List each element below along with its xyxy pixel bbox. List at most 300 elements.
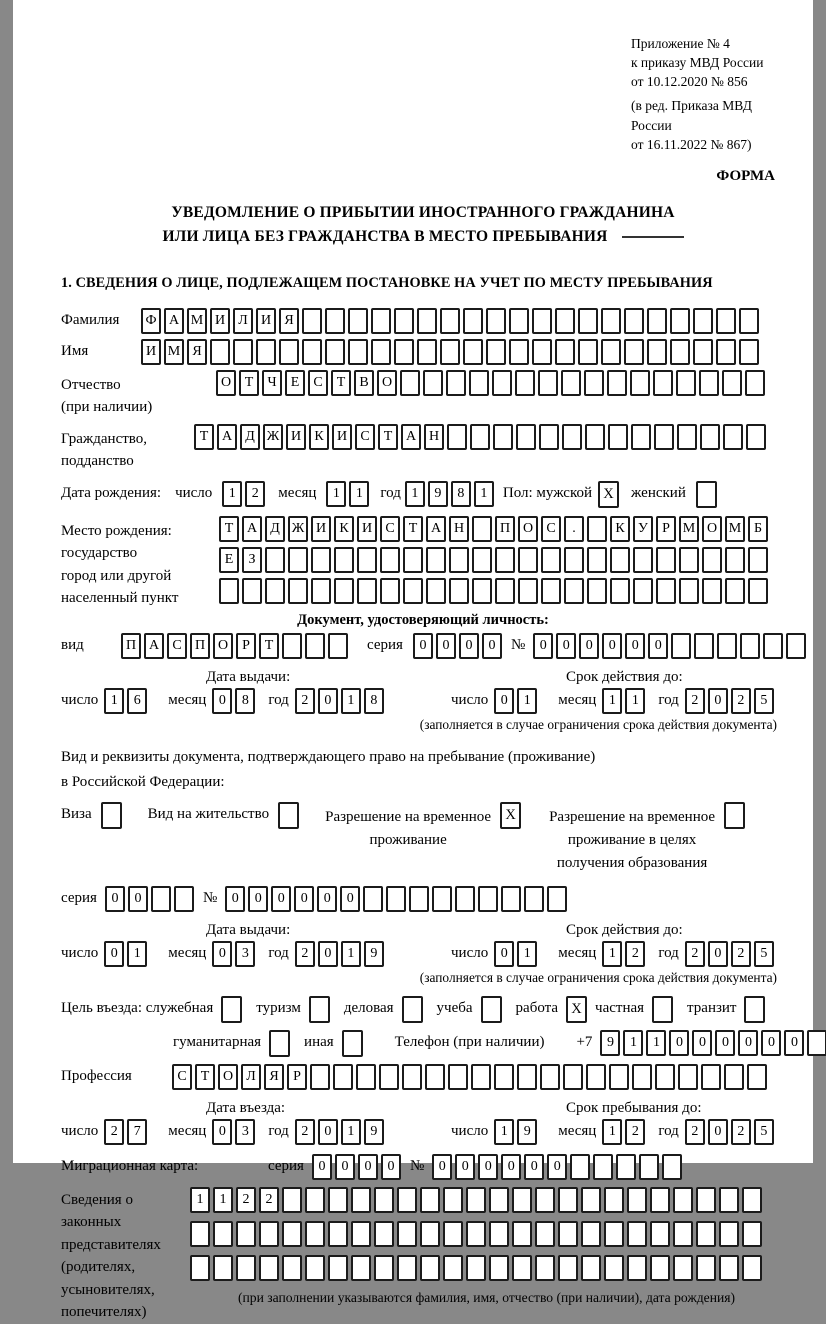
char-cell[interactable]: П [121,633,141,659]
char-cell[interactable] [739,339,759,365]
char-cell[interactable] [311,547,331,573]
char-cell[interactable]: 1 [326,481,346,507]
char-cell[interactable]: И [357,516,377,542]
char-cell[interactable] [356,1064,376,1090]
char-cell[interactable]: 0 [358,1154,378,1180]
char-cell[interactable]: 0 [317,886,337,912]
char-cell[interactable]: 1 [602,1119,622,1145]
char-cell[interactable] [532,308,552,334]
char-cell[interactable] [466,1187,486,1213]
char-cell[interactable]: М [725,516,745,542]
char-cell[interactable]: 0 [478,1154,498,1180]
char-cell[interactable] [671,633,691,659]
char-cell[interactable] [351,1187,371,1213]
char-cell[interactable] [472,578,492,604]
char-cell[interactable]: Т [219,516,239,542]
temp-residence-permit-checkbox[interactable]: X [500,802,521,829]
char-cell[interactable] [494,1064,514,1090]
char-cell[interactable] [512,1255,532,1281]
char-cell[interactable] [305,1221,325,1247]
char-cell[interactable]: 0 [501,1154,521,1180]
char-cell[interactable]: 2 [685,941,705,967]
char-cell[interactable]: 0 [692,1030,712,1056]
char-cell[interactable] [584,370,604,396]
char-cell[interactable] [656,578,676,604]
char-cell[interactable] [426,578,446,604]
char-cell[interactable] [495,547,515,573]
char-cell[interactable] [447,424,467,450]
char-cell[interactable]: Р [287,1064,307,1090]
char-cell[interactable] [719,1187,739,1213]
char-cell[interactable] [570,1154,590,1180]
char-cell[interactable]: 2 [104,1119,124,1145]
char-cell[interactable] [466,1221,486,1247]
char-cell[interactable] [472,516,492,542]
char-cell[interactable] [696,1255,716,1281]
char-cell[interactable] [581,1187,601,1213]
char-cell[interactable]: П [495,516,515,542]
char-cell[interactable] [409,886,429,912]
char-cell[interactable]: 1 [104,688,124,714]
char-cell[interactable] [463,308,483,334]
char-cell[interactable] [624,339,644,365]
char-cell[interactable] [562,424,582,450]
char-cell[interactable] [486,339,506,365]
char-cell[interactable]: 2 [259,1187,279,1213]
char-cell[interactable]: 0 [625,633,645,659]
char-cell[interactable] [357,547,377,573]
char-cell[interactable] [449,578,469,604]
char-cell[interactable] [443,1221,463,1247]
char-cell[interactable] [512,1187,532,1213]
char-cell[interactable]: 1 [341,1119,361,1145]
char-cell[interactable] [443,1187,463,1213]
char-cell[interactable]: Е [219,547,239,573]
char-cell[interactable] [334,547,354,573]
char-cell[interactable]: 1 [405,481,425,507]
char-cell[interactable] [489,1255,509,1281]
char-cell[interactable] [348,339,368,365]
char-cell[interactable]: А [217,424,237,450]
char-cell[interactable]: 0 [533,633,553,659]
char-cell[interactable] [311,578,331,604]
char-cell[interactable] [558,1221,578,1247]
char-cell[interactable] [701,1064,721,1090]
char-cell[interactable]: 0 [318,941,338,967]
char-cell[interactable]: И [210,308,230,334]
char-cell[interactable] [403,547,423,573]
char-cell[interactable]: Т [195,1064,215,1090]
char-cell[interactable] [722,370,742,396]
char-cell[interactable] [650,1221,670,1247]
char-cell[interactable]: Р [236,633,256,659]
char-cell[interactable] [587,547,607,573]
char-cell[interactable]: К [334,516,354,542]
char-cell[interactable] [587,516,607,542]
char-cell[interactable] [723,424,743,450]
char-cell[interactable]: Б [748,516,768,542]
char-cell[interactable]: И [311,516,331,542]
char-cell[interactable] [233,339,253,365]
char-cell[interactable]: 0 [708,688,728,714]
char-cell[interactable]: 0 [212,688,232,714]
char-cell[interactable]: 0 [556,633,576,659]
char-cell[interactable] [282,633,302,659]
char-cell[interactable]: 1 [127,941,147,967]
char-cell[interactable]: Т [378,424,398,450]
char-cell[interactable]: 0 [602,633,622,659]
char-cell[interactable] [357,578,377,604]
char-cell[interactable] [305,633,325,659]
char-cell[interactable]: 0 [271,886,291,912]
char-cell[interactable] [633,578,653,604]
char-cell[interactable]: С [172,1064,192,1090]
char-cell[interactable]: 0 [524,1154,544,1180]
char-cell[interactable] [515,370,535,396]
char-cell[interactable] [633,547,653,573]
char-cell[interactable]: П [190,633,210,659]
char-cell[interactable]: 0 [715,1030,735,1056]
char-cell[interactable] [348,308,368,334]
char-cell[interactable]: 0 [708,941,728,967]
char-cell[interactable] [538,370,558,396]
char-cell[interactable]: М [679,516,699,542]
char-cell[interactable]: А [242,516,262,542]
char-cell[interactable]: 0 [579,633,599,659]
char-cell[interactable] [677,424,697,450]
char-cell[interactable]: З [242,547,262,573]
char-cell[interactable] [601,339,621,365]
char-cell[interactable] [694,633,714,659]
char-cell[interactable] [302,339,322,365]
char-cell[interactable] [328,1187,348,1213]
char-cell[interactable] [693,308,713,334]
char-cell[interactable] [632,1064,652,1090]
char-cell[interactable]: Т [259,633,279,659]
char-cell[interactable]: 5 [754,941,774,967]
char-cell[interactable]: М [164,339,184,365]
char-cell[interactable] [610,547,630,573]
char-cell[interactable]: О [702,516,722,542]
char-cell[interactable] [279,339,299,365]
char-cell[interactable]: С [380,516,400,542]
char-cell[interactable] [516,424,536,450]
char-cell[interactable]: 0 [482,633,502,659]
char-cell[interactable] [351,1255,371,1281]
char-cell[interactable] [654,424,674,450]
char-cell[interactable]: 1 [625,688,645,714]
char-cell[interactable] [555,308,575,334]
char-cell[interactable]: 0 [494,941,514,967]
char-cell[interactable] [213,1221,233,1247]
char-cell[interactable]: 9 [517,1119,537,1145]
char-cell[interactable] [282,1255,302,1281]
char-cell[interactable] [786,633,806,659]
char-cell[interactable]: 0 [340,886,360,912]
char-cell[interactable] [363,886,383,912]
char-cell[interactable] [432,886,452,912]
char-cell[interactable] [443,1255,463,1281]
purpose-study-checkbox[interactable] [481,996,502,1023]
char-cell[interactable]: 0 [648,633,668,659]
char-cell[interactable] [190,1221,210,1247]
char-cell[interactable] [495,578,515,604]
char-cell[interactable]: 0 [784,1030,804,1056]
char-cell[interactable] [518,578,538,604]
char-cell[interactable] [702,578,722,604]
char-cell[interactable] [470,424,490,450]
char-cell[interactable]: 2 [625,941,645,967]
char-cell[interactable]: 2 [731,688,751,714]
char-cell[interactable] [236,1255,256,1281]
char-cell[interactable]: 9 [600,1030,620,1056]
char-cell[interactable]: С [167,633,187,659]
char-cell[interactable]: 0 [436,633,456,659]
char-cell[interactable] [397,1255,417,1281]
char-cell[interactable]: Л [233,308,253,334]
char-cell[interactable] [624,308,644,334]
char-cell[interactable] [493,424,513,450]
purpose-work-checkbox[interactable]: X [566,996,587,1023]
char-cell[interactable] [700,424,720,450]
purpose-private-checkbox[interactable] [652,996,673,1023]
char-cell[interactable] [524,886,544,912]
char-cell[interactable] [564,578,584,604]
char-cell[interactable]: 0 [432,1154,452,1180]
char-cell[interactable] [440,339,460,365]
char-cell[interactable] [259,1255,279,1281]
char-cell[interactable]: 8 [235,688,255,714]
char-cell[interactable] [609,1064,629,1090]
purpose-business-checkbox[interactable] [402,996,423,1023]
char-cell[interactable]: 1 [341,688,361,714]
char-cell[interactable] [604,1187,624,1213]
char-cell[interactable]: Я [187,339,207,365]
char-cell[interactable]: 3 [235,941,255,967]
char-cell[interactable]: И [141,339,161,365]
char-cell[interactable] [256,339,276,365]
char-cell[interactable] [578,308,598,334]
edu-residence-permit-checkbox[interactable] [724,802,745,829]
char-cell[interactable] [417,339,437,365]
char-cell[interactable] [748,547,768,573]
char-cell[interactable]: С [541,516,561,542]
char-cell[interactable] [374,1187,394,1213]
char-cell[interactable] [242,578,262,604]
char-cell[interactable] [501,886,521,912]
char-cell[interactable] [420,1187,440,1213]
char-cell[interactable]: Л [241,1064,261,1090]
char-cell[interactable]: 0 [413,633,433,659]
char-cell[interactable] [748,578,768,604]
char-cell[interactable]: 1 [517,688,537,714]
char-cell[interactable] [517,1064,537,1090]
char-cell[interactable] [740,633,760,659]
char-cell[interactable]: К [610,516,630,542]
char-cell[interactable] [210,339,230,365]
char-cell[interactable] [380,578,400,604]
char-cell[interactable]: 0 [455,1154,475,1180]
char-cell[interactable] [402,1064,422,1090]
char-cell[interactable]: Ч [262,370,282,396]
char-cell[interactable]: Я [264,1064,284,1090]
char-cell[interactable] [627,1255,647,1281]
char-cell[interactable] [616,1154,636,1180]
char-cell[interactable]: Т [403,516,423,542]
char-cell[interactable] [541,578,561,604]
char-cell[interactable]: 2 [731,1119,751,1145]
char-cell[interactable] [586,1064,606,1090]
char-cell[interactable] [518,547,538,573]
char-cell[interactable] [305,1255,325,1281]
char-cell[interactable] [725,578,745,604]
char-cell[interactable] [627,1187,647,1213]
char-cell[interactable]: Р [656,516,676,542]
char-cell[interactable] [653,370,673,396]
char-cell[interactable]: Д [265,516,285,542]
char-cell[interactable]: Е [285,370,305,396]
char-cell[interactable] [639,1154,659,1180]
char-cell[interactable] [608,424,628,450]
char-cell[interactable] [670,308,690,334]
purpose-other-checkbox[interactable] [342,1030,363,1057]
char-cell[interactable] [448,1064,468,1090]
char-cell[interactable]: 1 [602,688,622,714]
sex-male-checkbox[interactable]: X [598,481,619,508]
char-cell[interactable] [607,370,627,396]
char-cell[interactable]: 0 [248,886,268,912]
char-cell[interactable]: 1 [213,1187,233,1213]
char-cell[interactable] [472,547,492,573]
char-cell[interactable]: 2 [245,481,265,507]
purpose-transit-checkbox[interactable] [744,996,765,1023]
char-cell[interactable]: 5 [754,1119,774,1145]
char-cell[interactable]: О [218,1064,238,1090]
char-cell[interactable]: 1 [623,1030,643,1056]
char-cell[interactable] [190,1255,210,1281]
char-cell[interactable] [282,1187,302,1213]
char-cell[interactable]: 8 [364,688,384,714]
char-cell[interactable] [604,1221,624,1247]
char-cell[interactable] [333,1064,353,1090]
char-cell[interactable]: У [633,516,653,542]
char-cell[interactable] [630,370,650,396]
char-cell[interactable]: 0 [669,1030,689,1056]
char-cell[interactable]: 1 [474,481,494,507]
char-cell[interactable] [471,1064,491,1090]
char-cell[interactable] [647,308,667,334]
char-cell[interactable] [555,339,575,365]
char-cell[interactable] [305,1187,325,1213]
char-cell[interactable]: 9 [364,1119,384,1145]
char-cell[interactable] [673,1255,693,1281]
char-cell[interactable]: 7 [127,1119,147,1145]
char-cell[interactable] [379,1064,399,1090]
char-cell[interactable]: Н [424,424,444,450]
purpose-humanitarian-checkbox[interactable] [269,1030,290,1057]
char-cell[interactable] [535,1255,555,1281]
char-cell[interactable]: О [518,516,538,542]
char-cell[interactable]: 1 [190,1187,210,1213]
char-cell[interactable] [558,1255,578,1281]
char-cell[interactable]: О [213,633,233,659]
char-cell[interactable] [763,633,783,659]
char-cell[interactable]: 9 [428,481,448,507]
char-cell[interactable]: 2 [625,1119,645,1145]
char-cell[interactable] [745,370,765,396]
char-cell[interactable] [288,578,308,604]
char-cell[interactable] [558,1187,578,1213]
char-cell[interactable] [724,1064,744,1090]
char-cell[interactable] [509,308,529,334]
char-cell[interactable] [509,339,529,365]
char-cell[interactable] [446,370,466,396]
char-cell[interactable]: 0 [128,886,148,912]
char-cell[interactable] [397,1187,417,1213]
char-cell[interactable]: 9 [364,941,384,967]
char-cell[interactable] [716,308,736,334]
char-cell[interactable] [259,1221,279,1247]
char-cell[interactable]: Н [449,516,469,542]
char-cell[interactable] [288,547,308,573]
char-cell[interactable] [371,308,391,334]
char-cell[interactable]: Д [240,424,260,450]
char-cell[interactable] [334,578,354,604]
char-cell[interactable] [374,1221,394,1247]
char-cell[interactable] [631,424,651,450]
char-cell[interactable] [151,886,171,912]
char-cell[interactable] [563,1064,583,1090]
char-cell[interactable] [463,339,483,365]
char-cell[interactable] [742,1221,762,1247]
char-cell[interactable] [719,1255,739,1281]
char-cell[interactable] [386,886,406,912]
char-cell[interactable] [564,547,584,573]
char-cell[interactable] [650,1255,670,1281]
char-cell[interactable] [696,1221,716,1247]
char-cell[interactable] [423,370,443,396]
char-cell[interactable] [747,1064,767,1090]
char-cell[interactable]: 1 [341,941,361,967]
char-cell[interactable]: 0 [318,1119,338,1145]
char-cell[interactable] [374,1255,394,1281]
char-cell[interactable] [213,1255,233,1281]
char-cell[interactable] [489,1221,509,1247]
char-cell[interactable] [426,547,446,573]
char-cell[interactable]: 0 [212,1119,232,1145]
char-cell[interactable] [512,1221,532,1247]
visa-checkbox[interactable] [101,802,122,829]
char-cell[interactable] [581,1221,601,1247]
char-cell[interactable] [282,1221,302,1247]
char-cell[interactable] [647,339,667,365]
char-cell[interactable] [702,547,722,573]
char-cell[interactable]: 0 [738,1030,758,1056]
char-cell[interactable]: 0 [212,941,232,967]
char-cell[interactable] [440,308,460,334]
char-cell[interactable] [673,1187,693,1213]
residence-permit-checkbox[interactable] [278,802,299,829]
char-cell[interactable] [676,370,696,396]
char-cell[interactable] [742,1255,762,1281]
char-cell[interactable]: И [256,308,276,334]
char-cell[interactable]: 1 [646,1030,666,1056]
char-cell[interactable] [627,1221,647,1247]
char-cell[interactable] [585,424,605,450]
char-cell[interactable] [593,1154,613,1180]
char-cell[interactable] [394,308,414,334]
char-cell[interactable] [662,1154,682,1180]
